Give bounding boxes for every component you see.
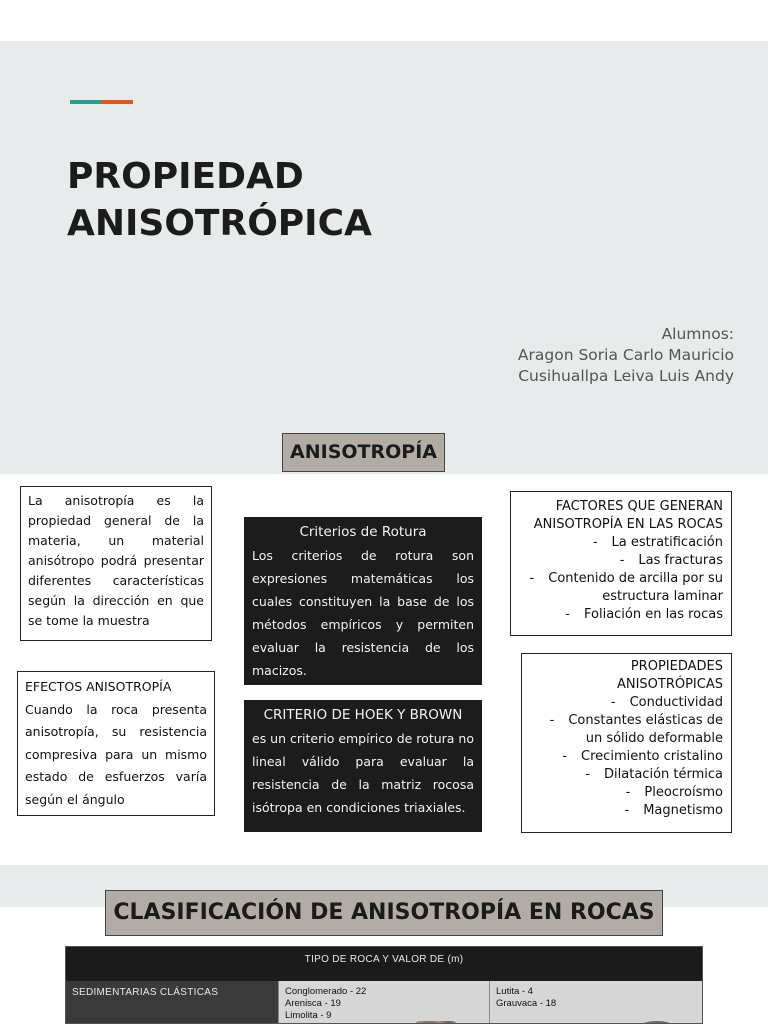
- rock-value: Conglomerado - 22: [285, 986, 367, 997]
- page-title: [67, 153, 567, 247]
- bullet-dash: -: [625, 785, 631, 800]
- list-item: [530, 748, 723, 766]
- list-item: [519, 570, 723, 606]
- cover-slide: [0, 41, 768, 474]
- hoek-title: CRITERIO DE HOEK Y BROWN: [263, 707, 463, 723]
- efectos-text: Cuando la roca presenta anisotropía, su resistencia compresiva para un mismo estado de esfuerzos varía según el ángulo: [25, 701, 207, 807]
- prop-item: Magnetismo: [643, 803, 723, 818]
- accent-bar-orange: [101, 100, 133, 104]
- criterios-rotura-box: [244, 517, 482, 685]
- authors-label: Alumnos:: [661, 325, 734, 343]
- props-title: PROPIEDADES ANISOTRÓPICAS: [616, 659, 723, 692]
- bullet-dash: -: [529, 571, 535, 586]
- propiedades-box: [521, 653, 732, 833]
- rock-value: Lutita - 4: [496, 986, 533, 997]
- anisotropia-heading: ANISOTROPÍA: [282, 433, 445, 472]
- prop-item: Dilatación térmica: [604, 767, 723, 782]
- rock-type-cell: SEDIMENTARIAS CLÁSTICAS: [66, 981, 278, 1024]
- authors-block: [518, 324, 734, 387]
- efectos-box: [17, 671, 215, 816]
- table-header: TIPO DE ROCA Y VALOR DE (m): [66, 947, 702, 981]
- factor-item: Contenido de arcilla por su estructura laminar: [548, 571, 723, 604]
- hoek-brown-box: [244, 700, 482, 832]
- bullet-dash: -: [592, 535, 598, 550]
- accent-bar-teal: [70, 100, 101, 104]
- bullet-dash: -: [549, 713, 555, 728]
- bullet-dash: -: [585, 767, 591, 782]
- rock-value: Limolita - 9: [285, 1010, 332, 1021]
- title-line-1: PROPIEDAD: [67, 156, 304, 197]
- efectos-title: EFECTOS ANISOTROPÍA: [25, 679, 172, 694]
- list-item: [530, 694, 723, 712]
- list-item: [530, 784, 723, 802]
- title-line-2: ANISOTRÓPICA: [67, 203, 372, 244]
- rock-classification-table: [65, 946, 703, 1024]
- factor-item: Foliación en las rocas: [584, 607, 723, 622]
- list-item: [519, 534, 723, 552]
- definition-box: La anisotropía es la propiedad general de la materia, un material anisótropo podrá presentar diferentes características según la dirección en que se tome la muestra: [20, 486, 212, 641]
- factores-title: FACTORES QUE GENERAN ANISOTROPÍA EN LAS ROCAS: [533, 499, 723, 532]
- list-item: [519, 606, 723, 624]
- factor-item: La estratificación: [611, 535, 723, 550]
- clasificacion-heading: CLASIFICACIÓN DE ANISOTROPÍA EN ROCAS: [105, 890, 663, 936]
- rock-values-cell: [489, 981, 703, 1024]
- bullet-dash: -: [624, 803, 630, 818]
- bullet-dash: -: [562, 749, 568, 764]
- factor-item: Las fracturas: [638, 553, 723, 568]
- list-item: [530, 802, 723, 820]
- list-item: [519, 552, 723, 570]
- prop-item: Pleocroísmo: [644, 785, 723, 800]
- list-item: [530, 766, 723, 784]
- rock-values-cell: [278, 981, 489, 1024]
- author-name: Aragon Soria Carlo Mauricio: [517, 346, 734, 364]
- rock-value: Grauvaca - 18: [496, 998, 557, 1009]
- rock-value: Arenisca - 19: [285, 998, 341, 1009]
- rotura-text: Los criterios de rotura son expresiones matemáticas los cuales constituyen la base de los métodos empíricos y permiten evaluar la resistencia de los macizos.: [252, 548, 474, 678]
- author-name: Cusihuallpa Leiva Luis Andy: [518, 367, 734, 385]
- prop-item: Constantes elásticas de un sólido deformable: [568, 713, 723, 746]
- table-row: [66, 981, 703, 1024]
- rotura-title: Criterios de Rotura: [299, 524, 427, 540]
- bullet-dash: -: [565, 607, 570, 622]
- bullet-dash: -: [610, 695, 616, 710]
- hoek-text: es un criterio empírico de rotura no lineal válido para evaluar la resistencia de la matriz rocosa isótropa en condiciones triaxiales.: [252, 731, 474, 815]
- list-item: [530, 712, 723, 748]
- prop-item: Conductividad: [629, 695, 723, 710]
- prop-item: Crecimiento cristalino: [581, 749, 723, 764]
- factores-box: [510, 491, 732, 636]
- bullet-dash: -: [619, 553, 625, 568]
